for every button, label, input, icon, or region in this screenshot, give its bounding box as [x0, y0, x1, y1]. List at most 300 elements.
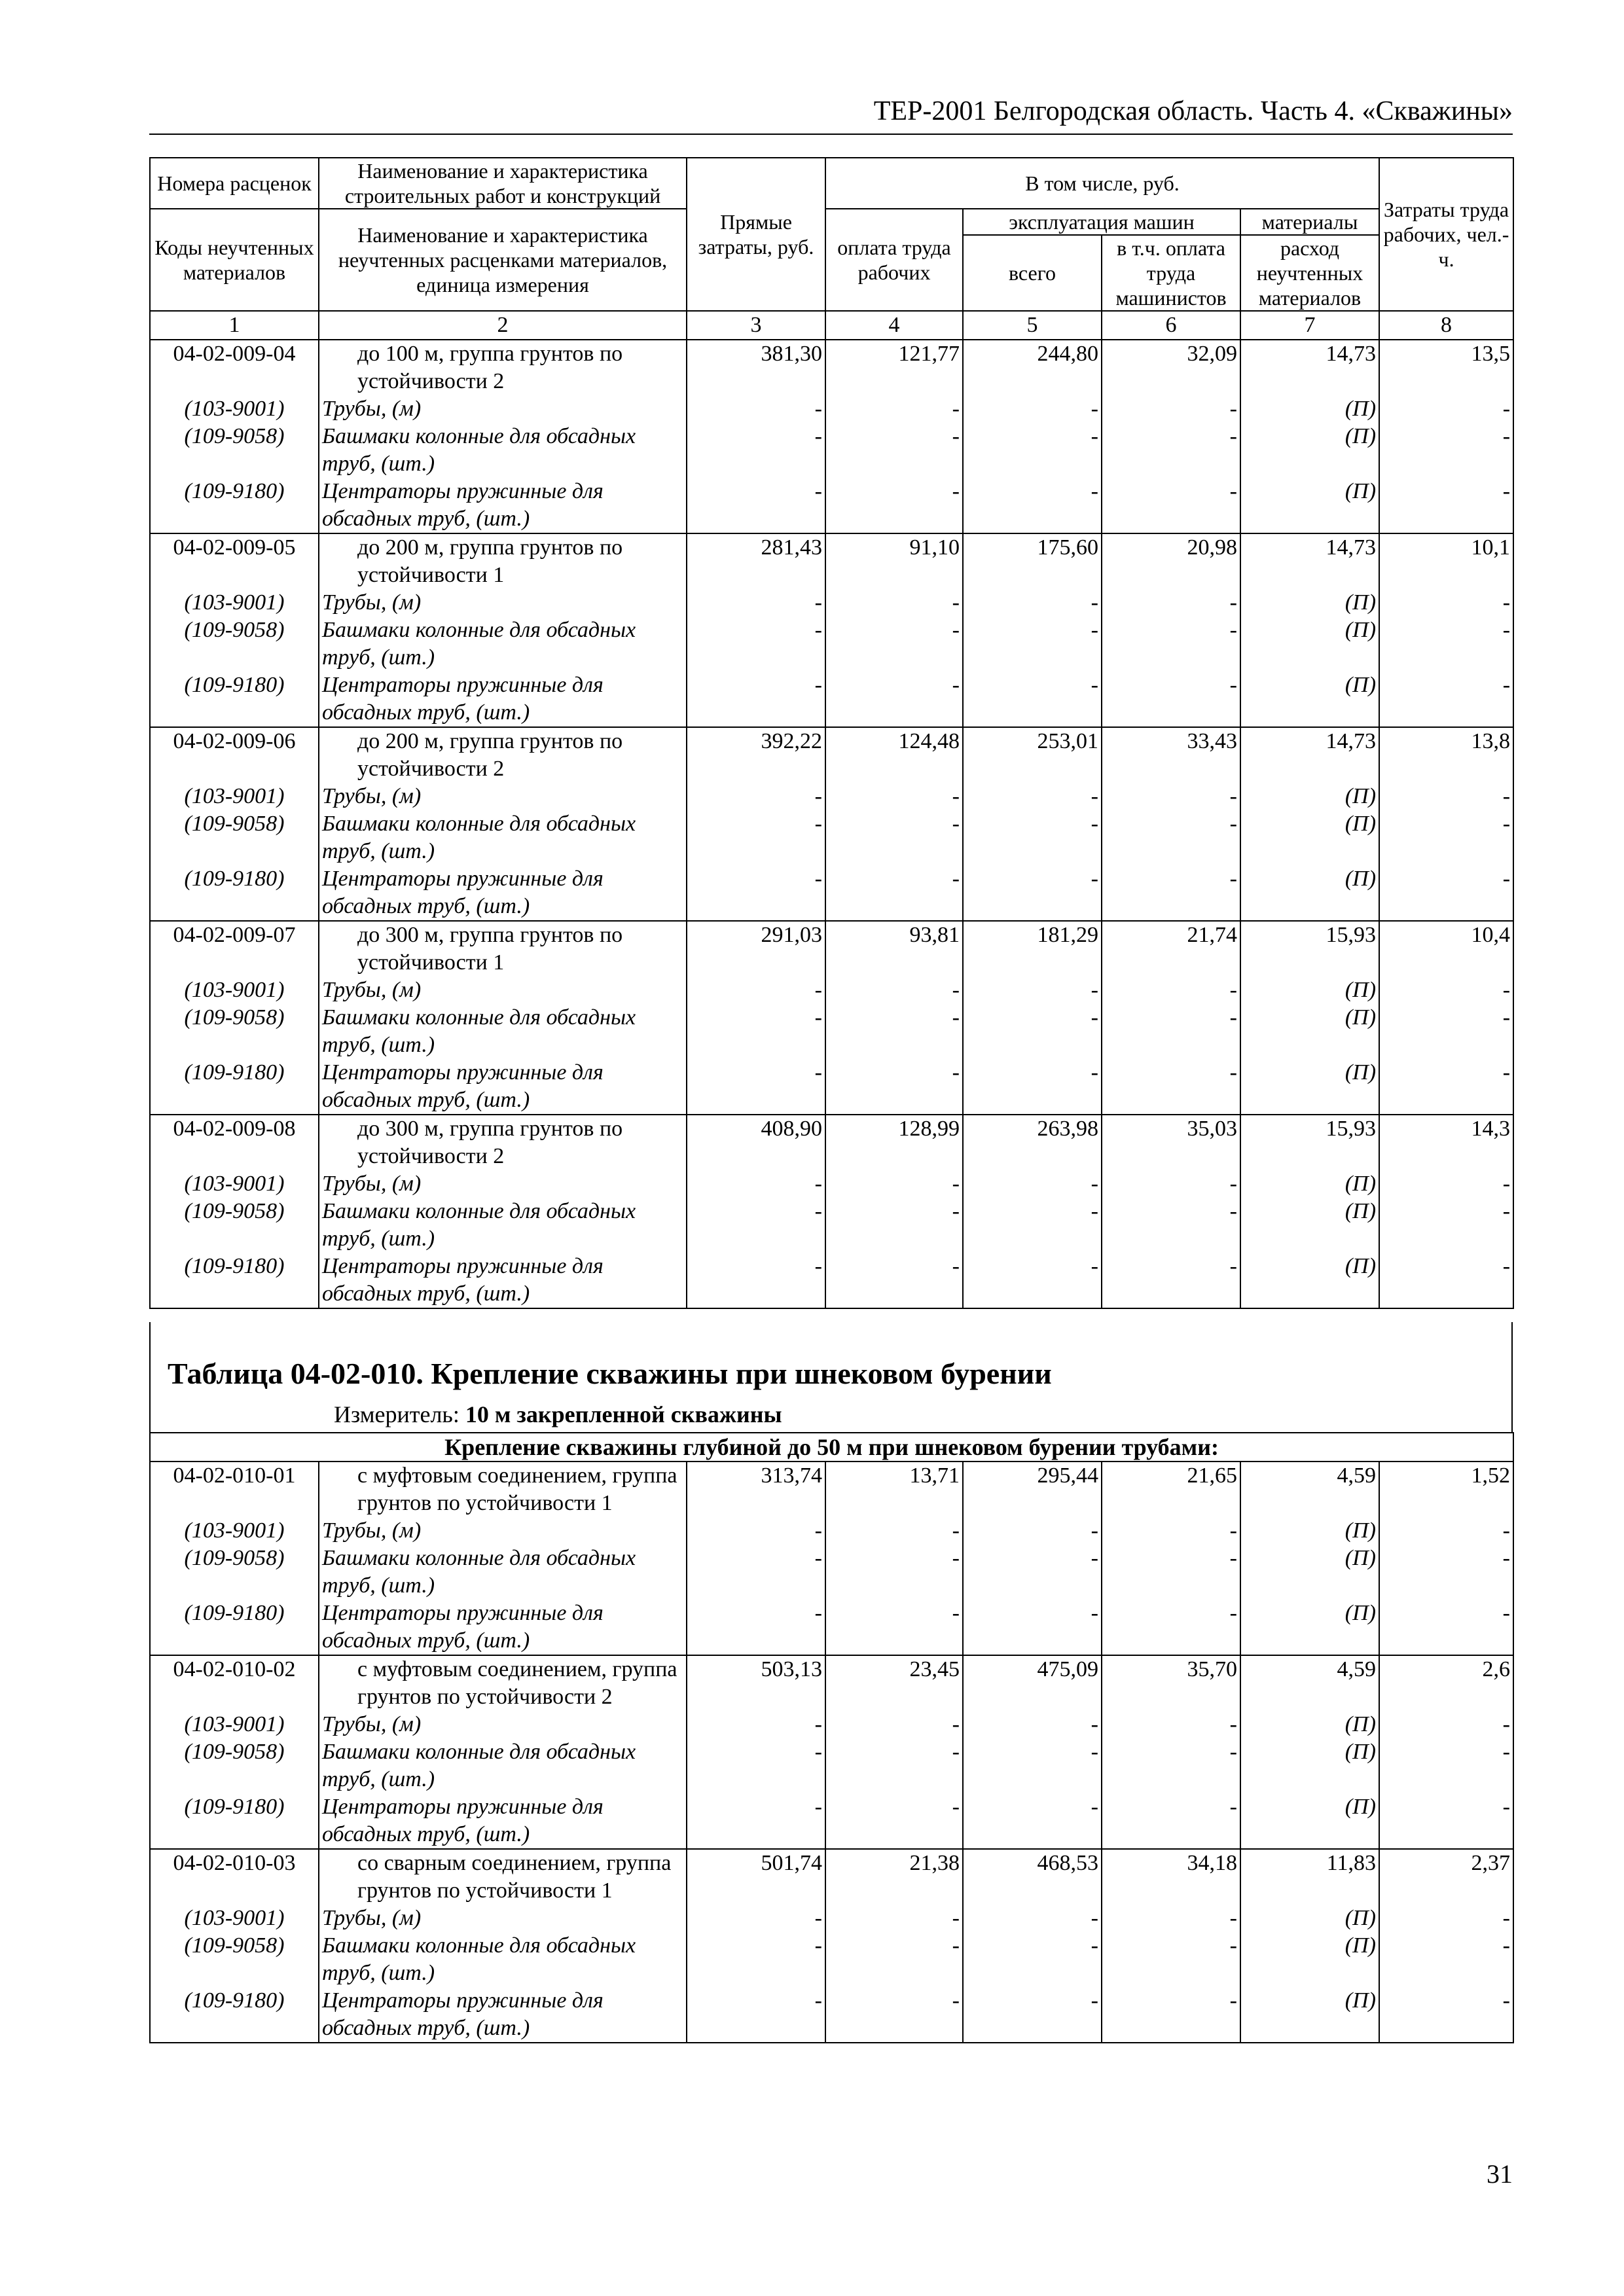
col-number: 8: [1379, 311, 1513, 340]
dash-cell: -: [687, 589, 825, 617]
rate-code: 04-02-010-01: [150, 1462, 319, 1517]
material-name: Трубы, (м): [319, 1170, 687, 1198]
dash-cell: -: [1379, 1738, 1513, 1793]
dash-cell: -: [1102, 617, 1240, 672]
dash-cell: -: [1379, 1987, 1513, 2043]
rate-row: [150, 533, 1513, 589]
dash-cell: -: [1379, 1711, 1513, 1738]
material-price-mark: (П): [1240, 672, 1379, 727]
labor-pay: 124,48: [825, 727, 963, 783]
material-price-mark: (П): [1240, 1793, 1379, 1849]
material-row: [150, 1793, 1513, 1849]
col-number: 2: [319, 311, 687, 340]
rate-name: с муфтовым соединением, группа грунтов по устойчивости 1: [319, 1462, 687, 1517]
dash-cell: -: [1379, 865, 1513, 921]
col-header-including: В том числе, руб.: [825, 158, 1379, 209]
dash-cell: -: [687, 1198, 825, 1253]
material-price-mark: (П): [1240, 1004, 1379, 1059]
dash-cell: -: [1102, 423, 1240, 478]
rate-row: [150, 1849, 1513, 1905]
dash-cell: -: [825, 478, 963, 533]
dash-cell: -: [963, 423, 1102, 478]
col-header-direct: Прямые затраты, руб.: [687, 158, 825, 311]
dash-cell: -: [1102, 395, 1240, 423]
material-row: [150, 1738, 1513, 1793]
machines-total: 181,29: [963, 921, 1102, 977]
dash-cell: -: [825, 977, 963, 1004]
dash-cell: -: [963, 783, 1102, 810]
material-code: (109-9180): [150, 478, 319, 533]
rate-row: [150, 1655, 1513, 1711]
dash-cell: -: [963, 1932, 1102, 1987]
dash-cell: -: [687, 783, 825, 810]
material-code: (109-9058): [150, 617, 319, 672]
dash-cell: -: [825, 617, 963, 672]
dash-cell: -: [687, 977, 825, 1004]
labor-hours: 10,4: [1379, 921, 1513, 977]
material-row: [150, 617, 1513, 672]
dash-cell: -: [687, 1600, 825, 1655]
material-name: Центраторы пружинные для обсадных труб, (шт.): [319, 1059, 687, 1115]
dash-cell: -: [825, 589, 963, 617]
dash-cell: -: [825, 865, 963, 921]
dash-cell: -: [825, 1738, 963, 1793]
dash-cell: -: [1379, 1198, 1513, 1253]
dash-cell: -: [687, 1059, 825, 1115]
material-row: [150, 1059, 1513, 1115]
labor-pay: 121,77: [825, 340, 963, 395]
material-price-mark: (П): [1240, 589, 1379, 617]
dash-cell: -: [963, 865, 1102, 921]
material-name: Центраторы пружинные для обсадных труб, (шт.): [319, 865, 687, 921]
rate-name: со сварным соединением, группа грунтов по устойчивости 1: [319, 1849, 687, 1905]
dash-cell: -: [1379, 1545, 1513, 1600]
labor-hours: 1,52: [1379, 1462, 1513, 1517]
dash-cell: -: [1102, 672, 1240, 727]
materials-cost: 14,73: [1240, 340, 1379, 395]
machinists-pay: 21,74: [1102, 921, 1240, 977]
dash-cell: -: [1102, 589, 1240, 617]
material-price-mark: (П): [1240, 395, 1379, 423]
material-row: [150, 478, 1513, 533]
machinists-pay: 21,65: [1102, 1462, 1240, 1517]
dash-cell: -: [687, 1711, 825, 1738]
material-name: Центраторы пружинные для обсадных труб, (шт.): [319, 478, 687, 533]
dash-cell: -: [687, 810, 825, 865]
machinists-pay: 35,03: [1102, 1115, 1240, 1170]
material-price-mark: (П): [1240, 1198, 1379, 1253]
col-header-name-bottom: Наименование и характеристика неучтенных расценками материалов, единица измерения: [319, 209, 687, 311]
dash-cell: -: [687, 1793, 825, 1849]
dash-cell: -: [963, 672, 1102, 727]
machinists-pay: 20,98: [1102, 533, 1240, 589]
rate-name: до 200 м, группа грунтов по устойчивости 1: [319, 533, 687, 589]
material-code: (103-9001): [150, 1711, 319, 1738]
material-name: Башмаки колонные для обсадных труб, (шт.): [319, 1932, 687, 1987]
material-code: (109-9058): [150, 423, 319, 478]
col-number: 5: [963, 311, 1102, 340]
material-price-mark: (П): [1240, 1711, 1379, 1738]
material-row: [150, 1253, 1513, 1308]
material-name: Трубы, (м): [319, 783, 687, 810]
dash-cell: -: [963, 1793, 1102, 1849]
material-row: [150, 1932, 1513, 1987]
material-price-mark: (П): [1240, 1170, 1379, 1198]
dash-cell: -: [1102, 1600, 1240, 1655]
material-code: (109-9058): [150, 1738, 319, 1793]
dash-cell: -: [963, 1004, 1102, 1059]
material-code: (103-9001): [150, 977, 319, 1004]
dash-cell: -: [963, 1253, 1102, 1308]
material-price-mark: (П): [1240, 865, 1379, 921]
material-name: Башмаки колонные для обсадных труб, (шт.): [319, 1545, 687, 1600]
dash-cell: -: [687, 1004, 825, 1059]
dash-cell: -: [687, 865, 825, 921]
labor-hours: 13,5: [1379, 340, 1513, 395]
machines-total: 263,98: [963, 1115, 1102, 1170]
rate-code: 04-02-009-08: [150, 1115, 319, 1170]
rate-row: [150, 1462, 1513, 1517]
dash-cell: -: [825, 1600, 963, 1655]
dash-cell: -: [1102, 977, 1240, 1004]
dash-cell: -: [825, 1932, 963, 1987]
col-header-machines: эксплуатация машин: [963, 209, 1240, 235]
dash-cell: -: [963, 617, 1102, 672]
material-code: (109-9180): [150, 1793, 319, 1849]
material-row: [150, 1517, 1513, 1545]
material-row: [150, 423, 1513, 478]
direct-cost: 501,74: [687, 1849, 825, 1905]
section-title: Таблица 04-02-010. Крепление скважины при шнековом бурении: [168, 1357, 1052, 1390]
materials-cost: 4,59: [1240, 1655, 1379, 1711]
material-price-mark: (П): [1240, 1253, 1379, 1308]
dash-cell: -: [1379, 1059, 1513, 1115]
dash-cell: -: [963, 1170, 1102, 1198]
material-name: Башмаки колонные для обсадных труб, (шт.): [319, 617, 687, 672]
dash-cell: -: [825, 1059, 963, 1115]
rate-row: [150, 921, 1513, 977]
dash-cell: -: [1102, 810, 1240, 865]
dash-cell: -: [825, 1905, 963, 1932]
dash-cell: -: [1102, 1517, 1240, 1545]
dash-cell: -: [1379, 1517, 1513, 1545]
material-price-mark: (П): [1240, 977, 1379, 1004]
dash-cell: -: [963, 1905, 1102, 1932]
rate-name: до 300 м, группа грунтов по устойчивости 2: [319, 1115, 687, 1170]
col-header-codes-top: Номера расценок: [150, 158, 319, 209]
dash-cell: -: [687, 672, 825, 727]
machines-total: 468,53: [963, 1849, 1102, 1905]
material-price-mark: (П): [1240, 478, 1379, 533]
machines-total: 244,80: [963, 340, 1102, 395]
labor-pay: 21,38: [825, 1849, 963, 1905]
materials-cost: 11,83: [1240, 1849, 1379, 1905]
dash-cell: -: [1102, 1738, 1240, 1793]
material-code: (109-9180): [150, 1253, 319, 1308]
dash-cell: -: [963, 977, 1102, 1004]
dash-cell: -: [1379, 423, 1513, 478]
col-number: 4: [825, 311, 963, 340]
material-code: (103-9001): [150, 1905, 319, 1932]
dash-cell: -: [687, 1170, 825, 1198]
dash-cell: -: [687, 478, 825, 533]
dash-cell: -: [1102, 1004, 1240, 1059]
rate-name: до 200 м, группа грунтов по устойчивости 2: [319, 727, 687, 783]
rate-code: 04-02-009-06: [150, 727, 319, 783]
material-row: [150, 865, 1513, 921]
dash-cell: -: [1102, 1987, 1240, 2043]
col-number: 1: [150, 311, 319, 340]
material-code: (109-9180): [150, 865, 319, 921]
material-row: [150, 1711, 1513, 1738]
machines-total: 295,44: [963, 1462, 1102, 1517]
material-row: [150, 395, 1513, 423]
dash-cell: -: [687, 1545, 825, 1600]
material-row: [150, 977, 1513, 1004]
material-price-mark: (П): [1240, 783, 1379, 810]
material-name: Трубы, (м): [319, 589, 687, 617]
material-row: [150, 1905, 1513, 1932]
dash-cell: -: [1379, 478, 1513, 533]
rate-code: 04-02-010-03: [150, 1849, 319, 1905]
material-row: [150, 810, 1513, 865]
material-price-mark: (П): [1240, 810, 1379, 865]
material-code: (103-9001): [150, 1517, 319, 1545]
material-price-mark: (П): [1240, 1987, 1379, 2043]
dash-cell: -: [963, 1600, 1102, 1655]
machinists-pay: 34,18: [1102, 1849, 1240, 1905]
unit-label: Измеритель:: [334, 1401, 460, 1427]
material-code: (109-9180): [150, 672, 319, 727]
dash-cell: -: [963, 1059, 1102, 1115]
dash-cell: -: [1379, 1905, 1513, 1932]
dash-cell: -: [687, 395, 825, 423]
col-number: 6: [1102, 311, 1240, 340]
material-code: (103-9001): [150, 395, 319, 423]
dash-cell: -: [825, 1793, 963, 1849]
dash-cell: -: [1102, 1253, 1240, 1308]
materials-cost: 14,73: [1240, 533, 1379, 589]
direct-cost: 408,90: [687, 1115, 825, 1170]
group-title: Крепление скважины глубиной до 50 м при шнековом бурении трубами:: [150, 1433, 1513, 1462]
material-name: Центраторы пружинные для обсадных труб, (шт.): [319, 1600, 687, 1655]
material-name: Трубы, (м): [319, 1711, 687, 1738]
dash-cell: -: [825, 1517, 963, 1545]
page-number: 31: [1487, 2159, 1513, 2189]
dash-cell: -: [687, 1932, 825, 1987]
dash-cell: -: [825, 810, 963, 865]
dash-cell: -: [1379, 1170, 1513, 1198]
rate-code: 04-02-009-04: [150, 340, 319, 395]
material-name: Башмаки колонные для обсадных труб, (шт.): [319, 1004, 687, 1059]
machinists-pay: 33,43: [1102, 727, 1240, 783]
machinists-pay: 32,09: [1102, 340, 1240, 395]
material-price-mark: (П): [1240, 1932, 1379, 1987]
col-header-labor-hours: Затраты труда рабочих, чел.-ч.: [1379, 158, 1513, 311]
dash-cell: -: [1379, 1253, 1513, 1308]
dash-cell: -: [687, 1987, 825, 2043]
labor-hours: 2,6: [1379, 1655, 1513, 1711]
dash-cell: -: [687, 1905, 825, 1932]
dash-cell: -: [1102, 1198, 1240, 1253]
section-unit: [334, 1401, 782, 1428]
dash-cell: -: [963, 1517, 1102, 1545]
material-code: (109-9180): [150, 1059, 319, 1115]
machinists-pay: 35,70: [1102, 1655, 1240, 1711]
labor-pay: 93,81: [825, 921, 963, 977]
dash-cell: -: [1379, 1932, 1513, 1987]
dash-cell: -: [1102, 783, 1240, 810]
dash-cell: -: [1379, 617, 1513, 672]
material-row: [150, 783, 1513, 810]
materials-cost: 15,93: [1240, 921, 1379, 977]
dash-cell: -: [963, 395, 1102, 423]
rate-code: 04-02-009-07: [150, 921, 319, 977]
col-number: 7: [1240, 311, 1379, 340]
dash-cell: -: [963, 1987, 1102, 2043]
material-code: (109-9058): [150, 1545, 319, 1600]
dash-cell: -: [963, 589, 1102, 617]
col-header-materials: материалы: [1240, 209, 1379, 235]
dash-cell: -: [1379, 783, 1513, 810]
dash-cell: -: [1379, 977, 1513, 1004]
material-name: Трубы, (м): [319, 977, 687, 1004]
dash-cell: -: [1379, 1600, 1513, 1655]
dash-cell: -: [963, 1198, 1102, 1253]
direct-cost: 291,03: [687, 921, 825, 977]
dash-cell: -: [825, 423, 963, 478]
material-row: [150, 1600, 1513, 1655]
dash-cell: -: [1379, 810, 1513, 865]
dash-cell: -: [687, 617, 825, 672]
dash-cell: -: [963, 478, 1102, 533]
material-code: (109-9180): [150, 1987, 319, 2043]
material-name: Башмаки колонные для обсадных труб, (шт.): [319, 1738, 687, 1793]
labor-hours: 13,8: [1379, 727, 1513, 783]
material-name: Центраторы пружинные для обсадных труб, (шт.): [319, 1987, 687, 2043]
material-row: [150, 672, 1513, 727]
col-number: 3: [687, 311, 825, 340]
material-row: [150, 1004, 1513, 1059]
dash-cell: -: [963, 1545, 1102, 1600]
materials-cost: 15,93: [1240, 1115, 1379, 1170]
rates-table-04-02-010: [149, 1432, 1514, 2043]
dash-cell: -: [1379, 395, 1513, 423]
material-row: [150, 1170, 1513, 1198]
material-row: [150, 589, 1513, 617]
material-code: (103-9001): [150, 783, 319, 810]
dash-cell: -: [963, 1738, 1102, 1793]
dash-cell: -: [1379, 672, 1513, 727]
material-row: [150, 1987, 1513, 2043]
dash-cell: -: [687, 1253, 825, 1308]
dash-cell: -: [687, 1738, 825, 1793]
labor-pay: 13,71: [825, 1462, 963, 1517]
material-name: Башмаки колонные для обсадных труб, (шт.): [319, 810, 687, 865]
dash-cell: -: [1102, 865, 1240, 921]
col-header-materials-usage: расход неучтенных материалов: [1240, 235, 1379, 311]
rate-name: до 300 м, группа грунтов по устойчивости 1: [319, 921, 687, 977]
rate-row: [150, 340, 1513, 395]
material-name: Трубы, (м): [319, 1905, 687, 1932]
machines-total: 475,09: [963, 1655, 1102, 1711]
dash-cell: -: [825, 395, 963, 423]
material-name: Центраторы пружинные для обсадных труб, (шт.): [319, 1253, 687, 1308]
dash-cell: -: [1379, 589, 1513, 617]
material-row: [150, 1545, 1513, 1600]
dash-cell: -: [1102, 1711, 1240, 1738]
material-name: Башмаки колонные для обсадных труб, (шт.): [319, 423, 687, 478]
material-price-mark: (П): [1240, 617, 1379, 672]
rate-row: [150, 1115, 1513, 1170]
direct-cost: 313,74: [687, 1462, 825, 1517]
machines-total: 253,01: [963, 727, 1102, 783]
direct-cost: 381,30: [687, 340, 825, 395]
material-price-mark: (П): [1240, 1600, 1379, 1655]
material-name: Трубы, (м): [319, 1517, 687, 1545]
labor-pay: 23,45: [825, 1655, 963, 1711]
dash-cell: -: [825, 1711, 963, 1738]
dash-cell: -: [1102, 1059, 1240, 1115]
materials-cost: 4,59: [1240, 1462, 1379, 1517]
rate-name: с муфтовым соединением, группа грунтов по устойчивости 2: [319, 1655, 687, 1711]
labor-hours: 10,1: [1379, 533, 1513, 589]
dash-cell: -: [687, 423, 825, 478]
material-price-mark: (П): [1240, 1517, 1379, 1545]
dash-cell: -: [825, 1253, 963, 1308]
direct-cost: 392,22: [687, 727, 825, 783]
material-code: (109-9180): [150, 1600, 319, 1655]
col-header-name-top: Наименование и характеристика строительных работ и конструкций: [319, 158, 687, 209]
dash-cell: -: [825, 1987, 963, 2043]
material-name: Центраторы пружинные для обсадных труб, (шт.): [319, 1793, 687, 1849]
dash-cell: -: [1102, 478, 1240, 533]
material-name: Трубы, (м): [319, 395, 687, 423]
material-price-mark: (П): [1240, 423, 1379, 478]
rates-table-04-02-009: [149, 157, 1514, 1309]
material-code: (103-9001): [150, 1170, 319, 1198]
dash-cell: -: [1102, 1905, 1240, 1932]
dash-cell: -: [825, 1198, 963, 1253]
direct-cost: 503,13: [687, 1655, 825, 1711]
dash-cell: -: [1102, 1545, 1240, 1600]
material-code: (109-9058): [150, 1932, 319, 1987]
col-header-machinists-pay: в т.ч. оплата труда машинистов: [1102, 235, 1240, 311]
labor-hours: 14,3: [1379, 1115, 1513, 1170]
materials-cost: 14,73: [1240, 727, 1379, 783]
material-code: (109-9058): [150, 1004, 319, 1059]
dash-cell: -: [1102, 1793, 1240, 1849]
material-code: (109-9058): [150, 1198, 319, 1253]
material-price-mark: (П): [1240, 1905, 1379, 1932]
material-name: Башмаки колонные для обсадных труб, (шт.): [319, 1198, 687, 1253]
col-header-codes-bottom: Коды неучтенных материалов: [150, 209, 319, 311]
dash-cell: -: [1379, 1793, 1513, 1849]
dash-cell: -: [825, 1004, 963, 1059]
material-name: Центраторы пружинные для обсадных труб, (шт.): [319, 672, 687, 727]
dash-cell: -: [1102, 1170, 1240, 1198]
dash-cell: -: [963, 1711, 1102, 1738]
dash-cell: -: [963, 810, 1102, 865]
dash-cell: -: [1102, 1932, 1240, 1987]
dash-cell: -: [1379, 1004, 1513, 1059]
dash-cell: -: [687, 1517, 825, 1545]
rate-code: 04-02-009-05: [150, 533, 319, 589]
dash-cell: -: [825, 1170, 963, 1198]
labor-pay: 91,10: [825, 533, 963, 589]
dash-cell: -: [825, 672, 963, 727]
material-code: (103-9001): [150, 589, 319, 617]
